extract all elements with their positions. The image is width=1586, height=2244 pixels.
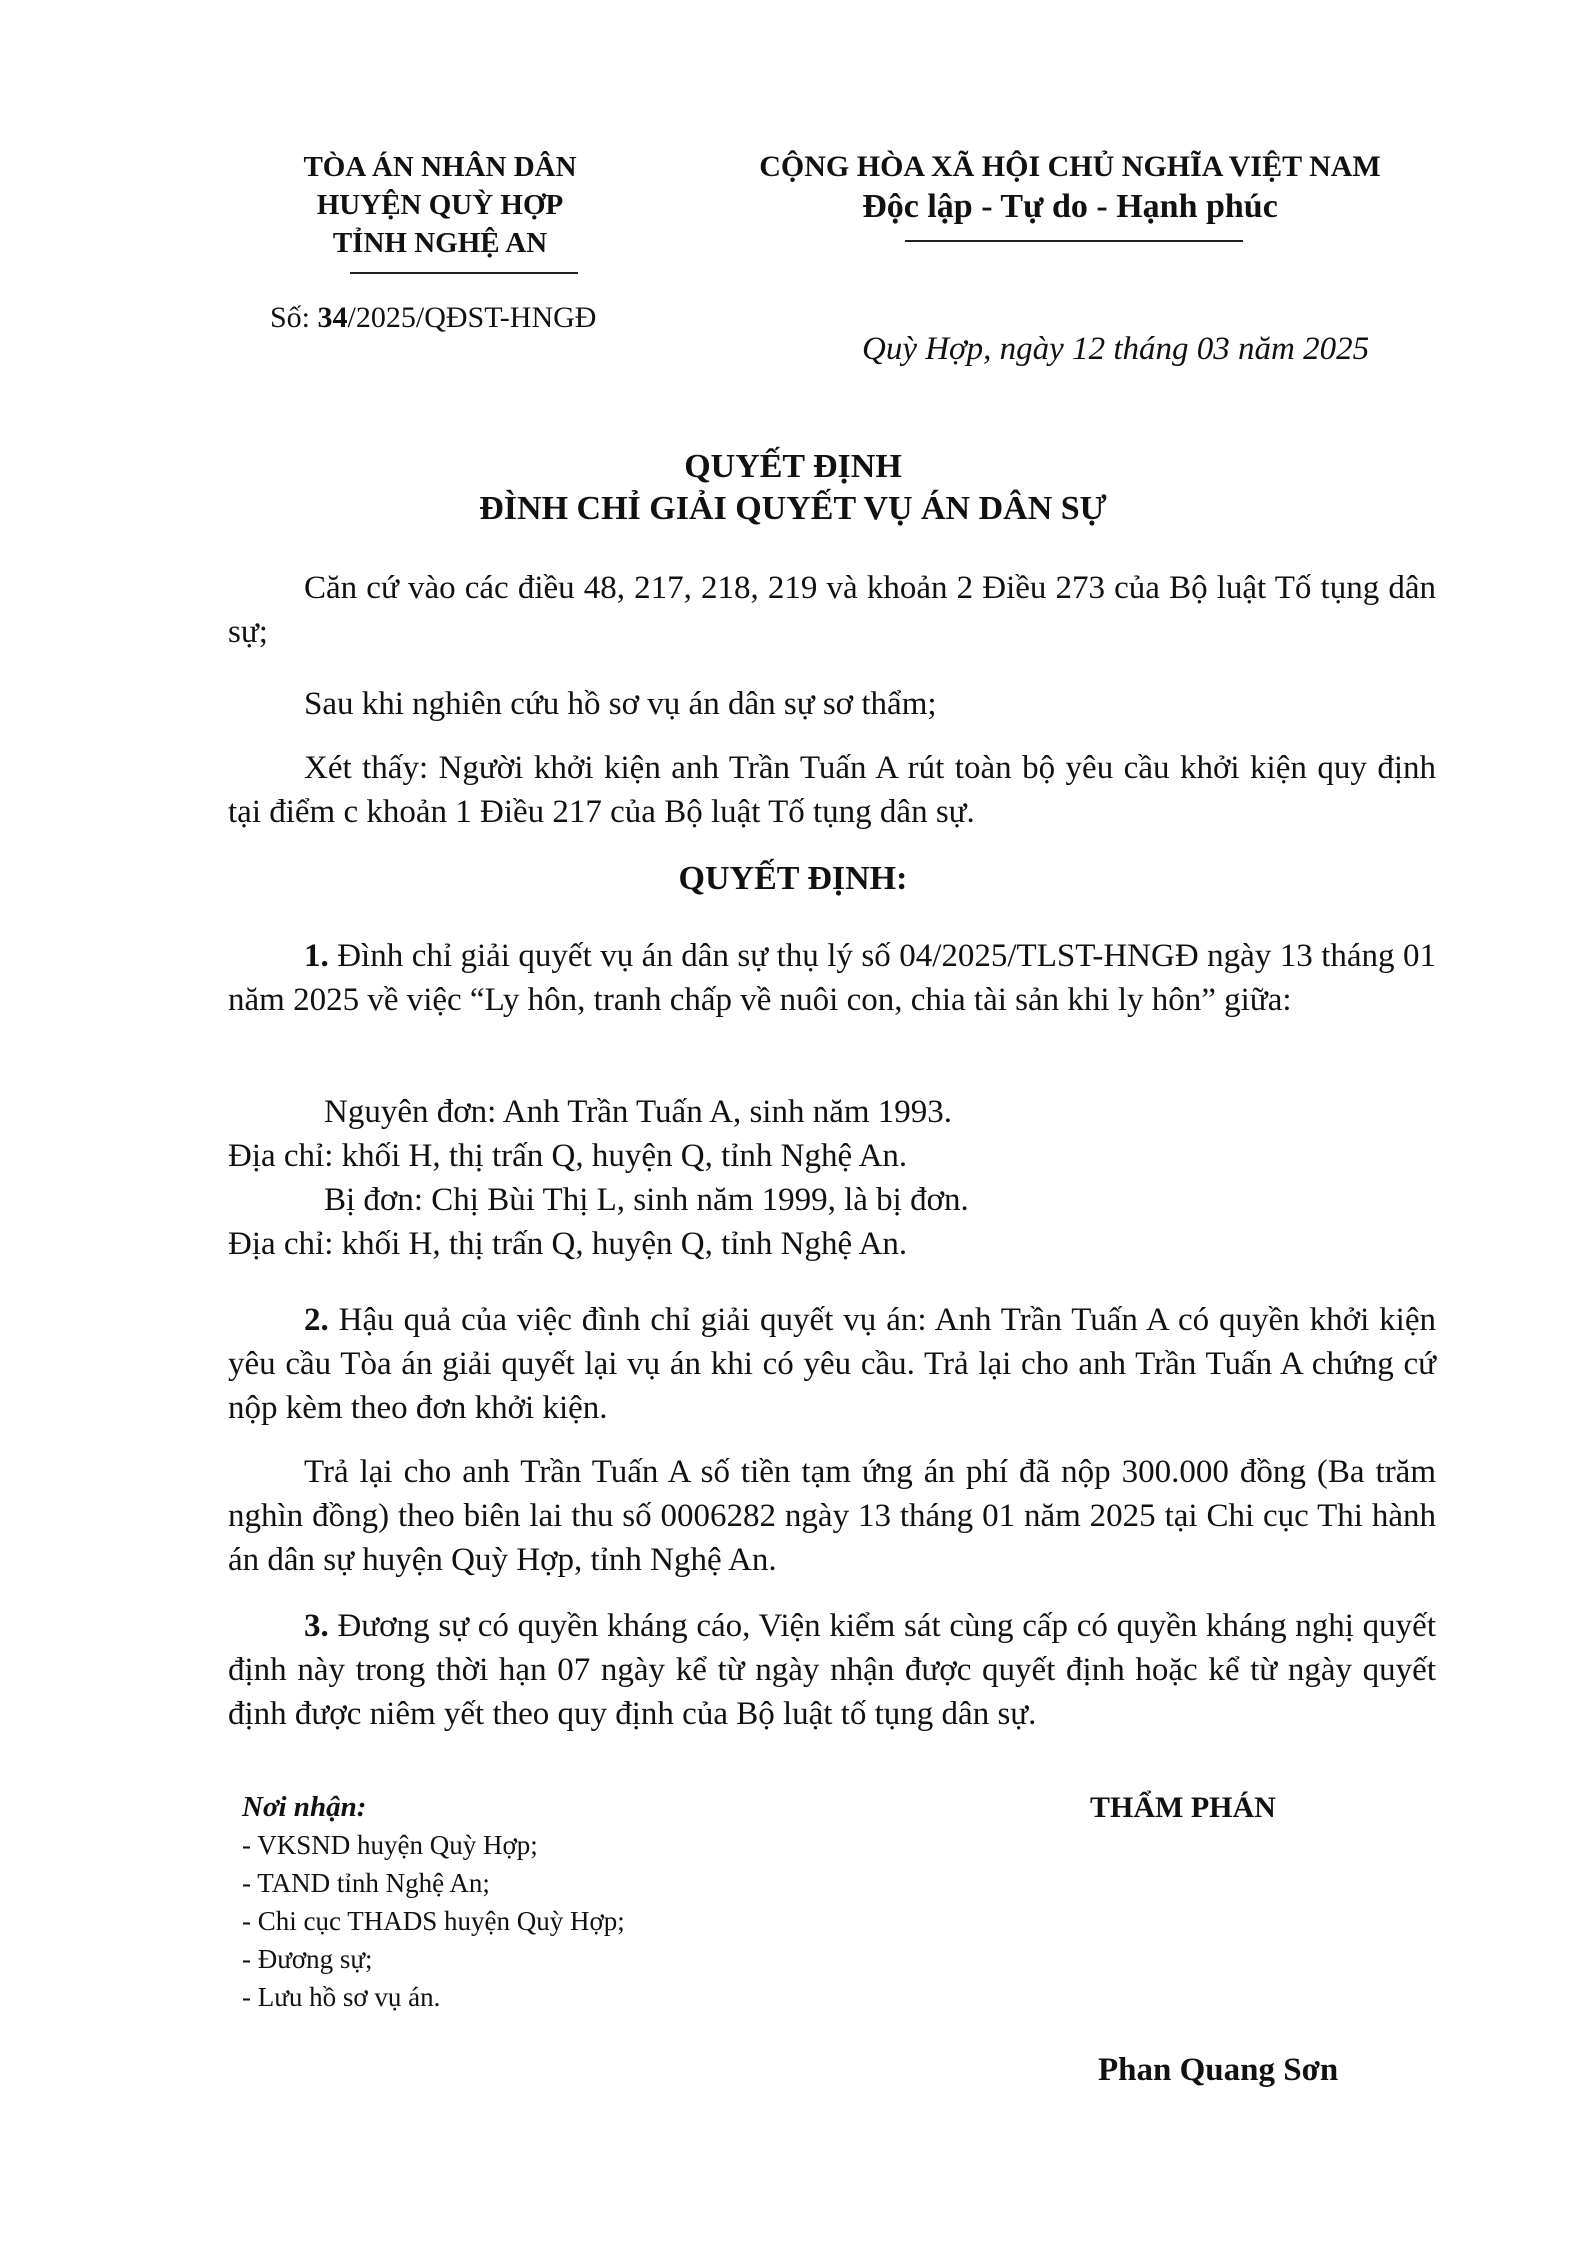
court-underline: [350, 272, 578, 274]
number-value: 34: [317, 301, 348, 334]
court-line-2: HUYỆN QUỲ HỢP: [316, 189, 564, 221]
court-line-3: TỈNH NGHỆ AN: [332, 227, 548, 259]
item-2-paragraph: [228, 1298, 1436, 1430]
national-header: [690, 148, 1450, 228]
motto-underline: [905, 240, 1243, 242]
preamble-finding: [228, 746, 1436, 834]
preamble-paragraph-3: Xét thấy: Người khởi kiện anh Trần Tuấn A rút toàn bộ yêu cầu khởi kiện quy định tại điểm c khoản 1 Điều 217 của Bộ luật Tố tụng dân sự.: [228, 750, 1436, 830]
nation-name: CỘNG HÒA XÃ HỘI CHỦ NGHĨA VIỆT NAM: [759, 150, 1381, 183]
decision-heading: QUYẾT ĐỊNH:: [678, 860, 908, 897]
document-subtitle: ĐÌNH CHỈ GIẢI QUYẾT VỤ ÁN DÂN SỰ: [479, 490, 1107, 527]
preamble-paragraph-1: Căn cứ vào các điều 48, 217, 218, 219 và khoản 2 Điều 273 của Bộ luật Tố tụng dân sự;: [228, 570, 1436, 650]
plaintiff-address: Địa chỉ: khối H, thị trấn Q, huyện Q, tỉnh Nghệ An.: [228, 1138, 908, 1174]
recipient-item: - TAND tỉnh Nghệ An;: [242, 1868, 490, 1898]
item-3-paragraph: [228, 1604, 1436, 1736]
recipients-heading: Nơi nhận:: [242, 1791, 367, 1823]
defendant-address: Địa chỉ: khối H, thị trấn Q, huyện Q, tỉnh Nghệ An.: [228, 1226, 908, 1262]
parties-block: [228, 1090, 1436, 1266]
item-1-paragraph: [228, 934, 1436, 1022]
number-suffix: /2025/QĐST-HNGĐ: [347, 301, 597, 334]
court-line-1: TÒA ÁN NHÂN DÂN: [303, 151, 577, 183]
recipient-item: - Đương sự;: [242, 1944, 373, 1974]
court-name: [265, 148, 615, 262]
item-1-number: 1.: [304, 938, 329, 974]
item-2-text: Hậu quả của việc đình chỉ giải quyết vụ án: Anh Trần Tuấn A có quyền khởi kiện yêu cầu Tòa án giải quyết lại vụ án khi có yêu cầu. Trả lại cho anh Trần Tuấn A chứng cứ nộp kèm theo đơn khởi kiện.: [228, 1302, 1436, 1426]
recipient-item: - Chi cục THADS huyện Quỳ Hợp;: [242, 1906, 625, 1936]
refund-paragraph-block: [228, 1450, 1436, 1582]
number-prefix: Số:: [270, 301, 318, 334]
preamble-paragraph-2: Sau khi nghiên cứu hồ sơ vụ án dân sự sơ thẩm;: [304, 686, 937, 722]
place-date: Quỳ Hợp, ngày 12 tháng 03 năm 2025: [862, 331, 1370, 367]
judge-role: THẨM PHÁN: [1090, 1791, 1276, 1824]
defendant-line: Bị đơn: Chị Bùi Thị L, sinh năm 1999, là bị đơn.: [324, 1182, 969, 1218]
item-2-number: 2.: [304, 1302, 329, 1338]
national-motto: Độc lập - Tự do - Hạnh phúc: [862, 188, 1278, 225]
decision-item-1: [228, 934, 1436, 1022]
document-title: QUYẾT ĐỊNH: [684, 448, 902, 485]
judge-name: Phan Quang Sơn: [1098, 2052, 1339, 2088]
recipients-block: [242, 1788, 625, 2016]
item-3-text: Đương sự có quyền kháng cáo, Viện kiểm sát cùng cấp có quyền kháng nghị quyết định này trong thời hạn 07 ngày kể từ ngày nhận được quyết định hoặc kể từ ngày quyết định được niêm yết theo quy định của Bộ luật tố tụng dân sự.: [228, 1608, 1436, 1732]
recipient-item: - Lưu hồ sơ vụ án.: [242, 1982, 441, 2012]
preamble-review: [228, 682, 1436, 726]
decision-item-2: [228, 1298, 1436, 1430]
item-1-text: Đình chỉ giải quyết vụ án dân sự thụ lý số 04/2025/TLST-HNGĐ ngày 13 tháng 01 năm 2025 về việc “Ly hôn, tranh chấp về nuôi con, chia tài sản khi ly hôn” giữa:: [228, 938, 1436, 1018]
plaintiff-line: Nguyên đơn: Anh Trần Tuấn A, sinh năm 1993.: [324, 1094, 953, 1130]
refund-paragraph: Trả lại cho anh Trần Tuấn A số tiền tạm ứng án phí đã nộp 300.000 đồng (Ba trăm nghìn đồng) theo biên lai thu số 0006282 ngày 13 tháng 01 năm 2025 tại Chi cục Thi hành án dân sự huyện Quỳ Hợp, tỉnh Nghệ An.: [228, 1454, 1436, 1578]
recipient-item: - VKSND huyện Quỳ Hợp;: [242, 1830, 538, 1860]
document-number: [270, 298, 596, 338]
item-3-number: 3.: [304, 1608, 329, 1644]
decision-item-3: [228, 1604, 1436, 1736]
preamble-legal-basis: [228, 566, 1436, 654]
